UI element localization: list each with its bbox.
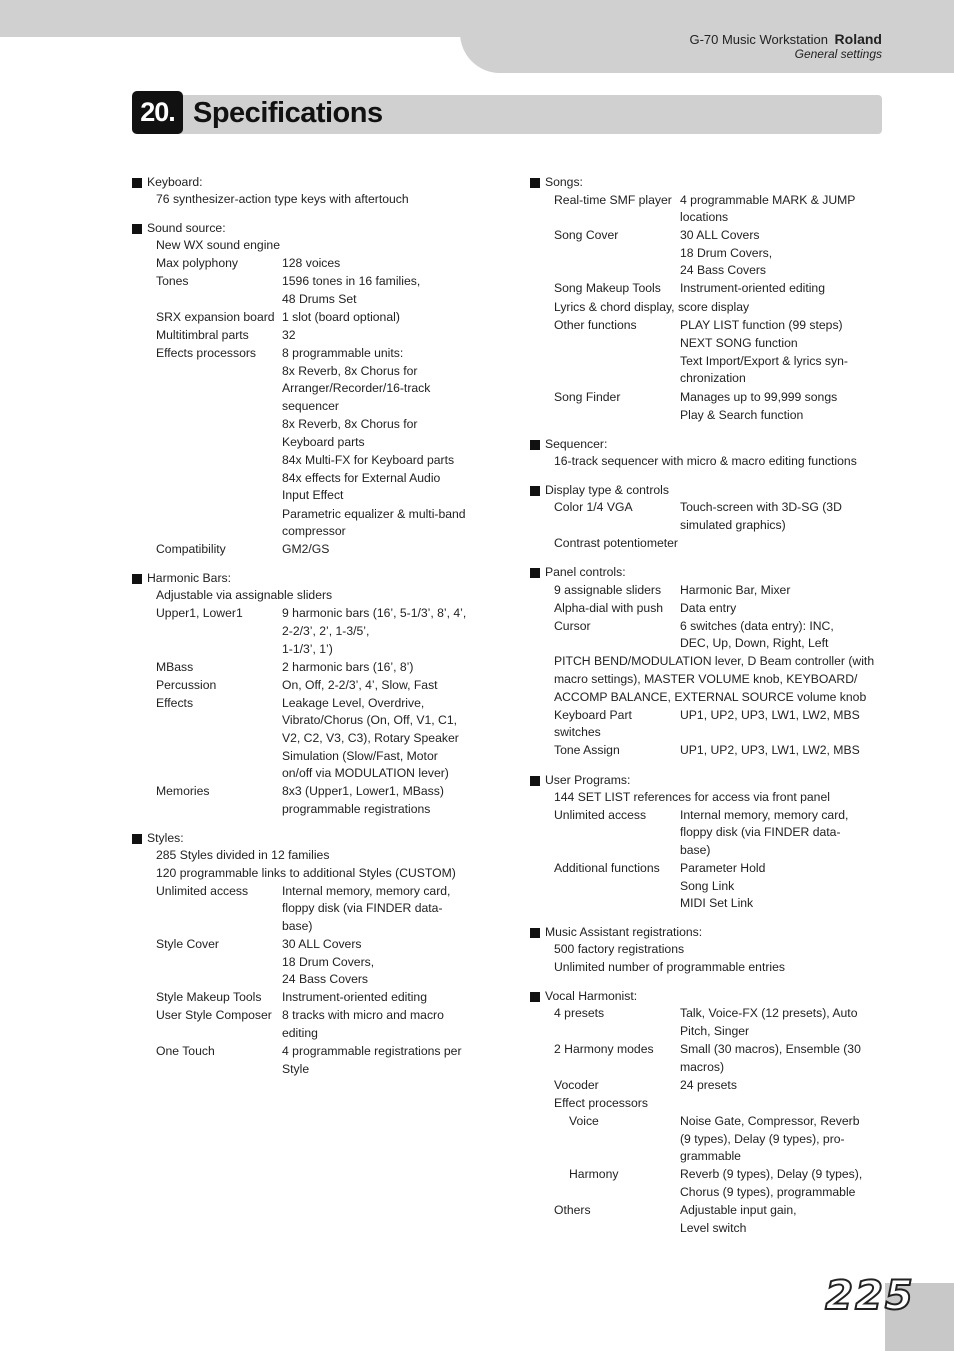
- spec-row: [132, 1007, 492, 1042]
- spec-row: [132, 416, 492, 451]
- spec-row: [530, 192, 890, 227]
- spec-value: 4 programmable registrations per Style: [282, 1044, 462, 1076]
- section-title: Sequencer:: [545, 436, 608, 451]
- spec-key: [530, 353, 680, 388]
- header-product: G-70 Music Workstation: [689, 32, 828, 47]
- spec-line: 120 programmable links to additional Styles (CUSTOM): [156, 865, 456, 880]
- left-column: [132, 175, 492, 1091]
- spec-row: [132, 327, 492, 345]
- spec-value: 6 switches (data entry): INC, DEC, Up, Down, Right, Left: [680, 618, 834, 651]
- spec-key: Others: [554, 1202, 591, 1217]
- spec-line: 144 SET LIST references for access via front panel: [554, 789, 830, 804]
- spec-line: Adjustable via assignable sliders: [156, 588, 333, 603]
- spec-section: [530, 989, 890, 1237]
- spec-key: Vocoder: [554, 1077, 599, 1092]
- spec-section: [132, 175, 492, 209]
- spec-value: 8x Reverb, 8x Chorus for Keyboard parts: [282, 417, 418, 449]
- bullet-square-icon: [132, 224, 142, 234]
- spec-value: Reverb (9 types), Delay (9 types), Chorus (9 types), programmable: [680, 1167, 863, 1199]
- spec-value: On, Off, 2-2/3’, 4’, Slow, Fast: [282, 677, 438, 692]
- section-heading: [132, 175, 492, 191]
- spec-key: [132, 452, 282, 470]
- spec-value: 8 tracks with micro and macro editing: [282, 1008, 444, 1040]
- spec-value: 1 slot (board optional): [282, 309, 400, 324]
- spec-key: Upper1, Lower1: [156, 606, 243, 621]
- spec-key: 2 Harmony modes: [554, 1042, 654, 1057]
- spec-value: Data entry: [680, 600, 737, 615]
- section-title: Keyboard:: [147, 175, 203, 190]
- spec-section: [530, 483, 890, 553]
- spec-line: Lyrics & chord display, score display: [554, 299, 750, 314]
- spec-row: [530, 742, 890, 760]
- spec-key: [132, 416, 282, 451]
- section-heading: [530, 437, 890, 453]
- spec-key: Keyboard Part switches: [554, 707, 632, 740]
- spec-line: 285 Styles divided in 12 families: [156, 848, 330, 862]
- spec-row: [530, 280, 890, 298]
- spec-key: Song Makeup Tools: [554, 281, 661, 296]
- section-heading: [530, 565, 890, 581]
- spec-key: One Touch: [156, 1044, 215, 1059]
- section-title: User Programs:: [545, 772, 631, 787]
- section-heading: [530, 925, 890, 941]
- spec-value: Talk, Voice-FX (12 presets), Auto Pitch, Singer: [680, 1006, 858, 1038]
- spec-key: Style Cover: [156, 936, 219, 951]
- spec-row: [530, 1077, 890, 1095]
- spec-section: [530, 437, 890, 471]
- spec-value: Noise Gate, Compressor, Reverb (9 types), Delay (9 types), pro-grammable: [680, 1113, 860, 1164]
- spec-row: [132, 677, 492, 695]
- spec-value: 30 ALL Covers 18 Drum Covers, 24 Bass Covers: [680, 228, 773, 278]
- spec-key: Real-time SMF player: [554, 192, 672, 207]
- spec-row: [530, 499, 890, 534]
- spec-key: [132, 506, 282, 541]
- spec-line: Effect processors: [554, 1095, 648, 1110]
- chapter-title: Specifications: [193, 97, 383, 129]
- spec-value: Internal memory, memory card, floppy disk (via FINDER data-base): [680, 807, 849, 857]
- spec-value: 32: [282, 328, 296, 343]
- spec-row: [530, 407, 890, 425]
- bullet-square-icon: [530, 178, 540, 188]
- bullet-square-icon: [530, 486, 540, 496]
- spec-key: Effects: [156, 695, 194, 710]
- spec-value: Parameter Hold Song Link MIDI Set Link: [680, 860, 766, 911]
- spec-row: [530, 807, 890, 860]
- spec-row: [132, 345, 492, 415]
- spec-key: Alpha-dial with push: [554, 600, 664, 615]
- bullet-square-icon: [530, 440, 540, 450]
- spec-section: [132, 571, 492, 818]
- spec-row: [132, 936, 492, 989]
- section-heading: [132, 221, 492, 237]
- spec-value: 128 voices: [282, 256, 341, 271]
- spec-value: GM2/GS: [282, 542, 330, 557]
- section-heading: [132, 571, 492, 587]
- spec-value: UP1, UP2, UP3, LW1, LW2, MBS: [680, 743, 860, 758]
- spec-key: Effects processors: [156, 346, 257, 361]
- spec-row: [530, 860, 890, 913]
- section-title: Display type & controls: [545, 483, 669, 498]
- spec-row: [132, 309, 492, 327]
- spec-row: [132, 659, 492, 677]
- spec-value: Touch-screen with 3D-SG (3D simulated graphics): [680, 500, 842, 532]
- spec-value: 9 harmonic bars (16’, 5-1/3’, 8’, 4’, 2-2/3’, 2’, 1-3/5’, 1-1/3’, 1’): [282, 606, 467, 656]
- spec-key: Percussion: [156, 677, 217, 692]
- spec-key: Max polyphony: [156, 256, 238, 271]
- section-heading: [530, 989, 890, 1005]
- section-heading: [530, 483, 890, 499]
- spec-row: [530, 227, 890, 280]
- spec-key: SRX expansion board: [156, 309, 275, 324]
- spec-section: [530, 565, 890, 760]
- section-heading: [530, 175, 890, 191]
- spec-key: 4 presets: [554, 1006, 605, 1021]
- spec-value: NEXT SONG function: [680, 335, 798, 350]
- spec-value: Internal memory, memory card, floppy disk (via FINDER data-base): [282, 883, 451, 933]
- spec-row: [530, 335, 890, 353]
- spec-key: Tones: [156, 274, 189, 289]
- right-column: [530, 175, 890, 1250]
- spec-value: Instrument-oriented editing: [680, 281, 825, 296]
- section-title: Music Assistant registrations:: [545, 925, 703, 940]
- spec-value: 1596 tones in 16 families, 48 Drums Set: [282, 274, 421, 306]
- spec-line: 16-track sequencer with micro & macro editing functions: [554, 453, 857, 468]
- spec-row: [530, 1005, 890, 1040]
- spec-row: [530, 707, 890, 742]
- spec-line: 500 factory registrations: [554, 942, 685, 957]
- spec-key: Cursor: [554, 618, 591, 633]
- spec-row: [530, 317, 890, 335]
- spec-key: User Style Composer: [156, 1008, 272, 1023]
- bullet-square-icon: [530, 776, 540, 786]
- spec-key: Memories: [156, 784, 210, 799]
- spec-key: Unlimited access: [554, 807, 647, 822]
- spec-row: [530, 389, 890, 407]
- spec-row: [132, 273, 492, 308]
- spec-value: Text Import/Export & lyrics syn-chronization: [680, 353, 848, 386]
- spec-key: MBass: [156, 659, 194, 674]
- spec-section: [132, 831, 492, 1078]
- spec-key: Style Makeup Tools: [156, 990, 262, 1005]
- spec-row: [132, 883, 492, 936]
- spec-line: Unlimited number of programmable entries: [554, 959, 785, 974]
- bullet-square-icon: [530, 568, 540, 578]
- spec-value: Manages up to 99,999 songs: [680, 389, 838, 404]
- spec-row: [132, 255, 492, 273]
- spec-value: 24 presets: [680, 1077, 737, 1092]
- bullet-square-icon: [530, 992, 540, 1002]
- spec-line: New WX sound engine: [156, 238, 280, 253]
- spec-row: [132, 695, 492, 783]
- spec-key: [530, 335, 680, 353]
- spec-row: [132, 989, 492, 1007]
- spec-row: [132, 783, 492, 818]
- spec-key: Other functions: [554, 317, 637, 332]
- spec-key: Multitimbral parts: [156, 328, 249, 343]
- spec-row: [530, 582, 890, 600]
- spec-value: UP1, UP2, UP3, LW1, LW2, MBS: [680, 707, 860, 722]
- spec-row: [530, 600, 890, 618]
- spec-row: [530, 353, 890, 388]
- spec-key: Unlimited access: [156, 883, 249, 898]
- spec-key: Color 1/4 VGA: [554, 500, 633, 515]
- spec-row: [132, 470, 492, 505]
- chapter-number: 20.: [132, 91, 183, 134]
- section-title: Panel controls:: [545, 565, 626, 580]
- spec-key: Additional functions: [554, 860, 660, 875]
- header-section: General settings: [794, 47, 882, 61]
- spec-value: 84x effects for External Audio Input Effect: [282, 470, 441, 503]
- spec-value: PLAY LIST function (99 steps): [680, 317, 843, 332]
- spec-row: [132, 1043, 492, 1078]
- spec-row: [530, 1202, 890, 1237]
- section-title: Songs:: [545, 175, 583, 190]
- page-number: 225: [825, 1273, 915, 1319]
- spec-section: [132, 221, 492, 559]
- header-brand: Roland: [834, 31, 882, 47]
- spec-key: [132, 470, 282, 505]
- spec-value: 84x Multi-FX for Keyboard parts: [282, 452, 455, 467]
- spec-value: 8x3 (Upper1, Lower1, MBass) programmable registrations: [282, 784, 444, 816]
- bullet-square-icon: [132, 834, 142, 844]
- spec-value: Leakage Level, Overdrive, Vibrato/Chorus (On, Off, V1, C1, V2, C2, V3, C3), Rotary Speaker Simulation (Slow/Fast, Motor on/off via MODULATION lever): [282, 695, 459, 781]
- header-title: [689, 31, 882, 47]
- spec-value: 30 ALL Covers 18 Drum Covers, 24 Bass Covers: [282, 936, 375, 987]
- spec-section: [530, 925, 890, 976]
- spec-line: Contrast potentiometer: [554, 536, 678, 550]
- spec-section: [530, 773, 890, 913]
- spec-row: [132, 506, 492, 541]
- bullet-square-icon: [132, 574, 142, 584]
- spec-row: [530, 618, 890, 653]
- section-heading: [530, 773, 890, 789]
- spec-value: Instrument-oriented editing: [282, 990, 427, 1005]
- section-title: Vocal Harmonist:: [545, 989, 638, 1004]
- spec-value: Adjustable input gain, Level switch: [680, 1202, 797, 1235]
- section-title: Harmonic Bars:: [147, 571, 231, 586]
- spec-key: [530, 407, 680, 425]
- spec-row: [132, 605, 492, 658]
- spec-key: Song Cover: [554, 228, 619, 243]
- spec-section: [530, 175, 890, 424]
- spec-value: 2 harmonic bars (16’, 8’): [282, 659, 414, 674]
- spec-value: 4 programmable MARK & JUMP locations: [680, 192, 856, 225]
- spec-value: Play & Search function: [680, 407, 804, 422]
- spec-key: 9 assignable sliders: [554, 582, 662, 597]
- spec-value: Parametric equalizer & multi-band compressor: [282, 506, 466, 539]
- section-title: Styles:: [147, 831, 184, 846]
- spec-value: Harmonic Bar, Mixer: [680, 582, 791, 597]
- spec-row: [530, 1113, 890, 1166]
- spec-value: 8 programmable units: 8x Reverb, 8x Chorus for Arranger/Recorder/16-track sequencer: [282, 346, 431, 413]
- spec-key: Voice: [569, 1113, 599, 1128]
- section-heading: [132, 831, 492, 847]
- spec-row: [530, 1166, 890, 1201]
- bullet-square-icon: [530, 928, 540, 938]
- spec-key: Harmony: [569, 1167, 619, 1182]
- section-title: Sound source:: [147, 221, 226, 236]
- spec-line: PITCH BEND/MODULATION lever, D Beam controller (with macro settings), MASTER VOLUME knob, KEYBOARD/ ACCOMP BALANCE, EXTERNAL SOURCE volume knob: [554, 654, 875, 704]
- spec-row: [132, 452, 492, 470]
- spec-value: Small (30 macros), Ensemble (30 macros): [680, 1042, 861, 1074]
- spec-key: Tone Assign: [554, 743, 620, 758]
- spec-line: 76 synthesizer-action type keys with aftertouch: [156, 192, 409, 206]
- spec-key: Compatibility: [156, 542, 226, 557]
- spec-key: Song Finder: [554, 389, 621, 404]
- bullet-square-icon: [132, 178, 142, 188]
- spec-row: [132, 541, 492, 559]
- spec-row: [530, 1041, 890, 1076]
